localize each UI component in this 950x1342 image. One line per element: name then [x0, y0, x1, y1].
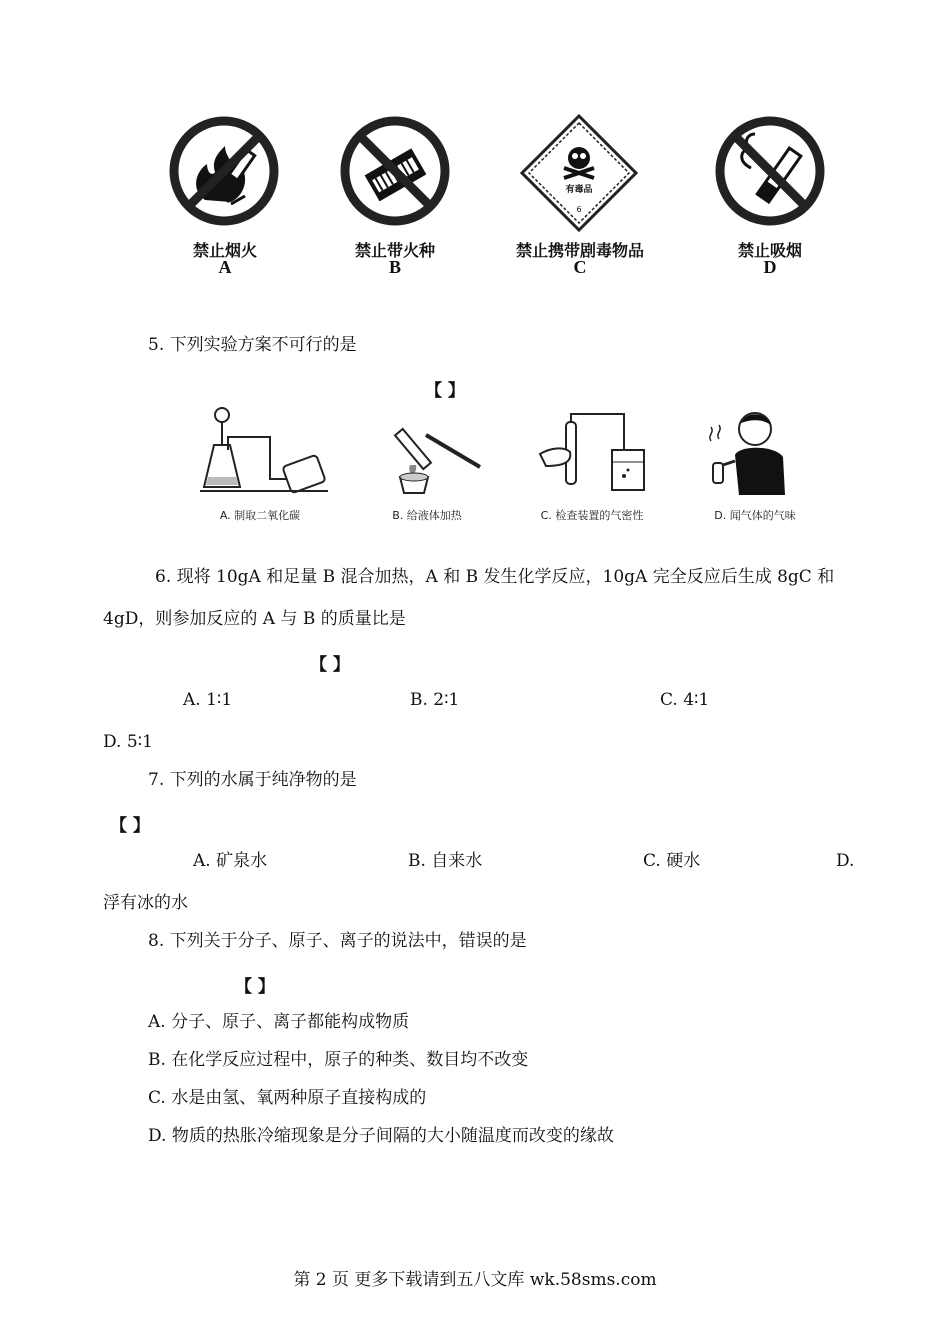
q8-option-c: C. 水是由氢、氧两种原子直接构成的: [148, 1088, 427, 1108]
q5-stem: 5. 下列实验方案不可行的是: [148, 335, 357, 355]
no-matches-icon: [336, 112, 454, 230]
apparatus-caption-c: C. 检查装置的气密性: [540, 509, 644, 522]
q8-stem: 8. 下列关于分子、原子、离子的说法中，错误的是: [148, 931, 527, 951]
q7-option-d-text: 浮有冰的水: [103, 893, 188, 913]
q6-stem-line1: 6. 现将 10gA 和足量 B 混合加热，A 和 B 发生化学反应，10gA 完全反应后生成 8gC 和: [155, 567, 835, 587]
q8-option-b: B. 在化学反应过程中，原子的种类、数目均不改变: [148, 1050, 529, 1070]
q8-option-a: A. 分子、原子、离子都能构成物质: [148, 1012, 410, 1032]
q6-option-c: C. 4∶1: [660, 690, 710, 710]
q8-answer-bracket: 【 】: [235, 977, 275, 997]
diamond-label: 有毒品: [565, 185, 593, 195]
sign-letter-b: B: [388, 257, 401, 277]
q8-option-d: D. 物质的热胀冷缩现象是分子间隔的大小随温度而改变的缘故: [148, 1126, 614, 1146]
q6-option-d: D. 5∶1: [103, 732, 153, 752]
q6-option-b: B. 2∶1: [410, 690, 460, 710]
q7-answer-bracket: 【 】: [110, 816, 150, 836]
q7-stem: 7. 下列的水属于纯净物的是: [148, 770, 357, 790]
apparatus-caption-b: B. 给液体加热: [392, 509, 462, 522]
no-fire-icon: [165, 112, 283, 230]
sign-letter-a: A: [218, 257, 232, 277]
apparatus-caption-a: A. 制取二氧化碳: [219, 509, 301, 522]
smell-gas-icon: [705, 405, 795, 500]
q6-option-a: A. 1∶1: [183, 690, 233, 710]
no-smoking-icon: [711, 112, 829, 230]
diamond-number: 6: [576, 205, 582, 214]
sign-letter-d: D: [763, 257, 777, 277]
co2-apparatus-icon: [200, 405, 330, 500]
apparatus-caption-d: D. 闻气体的气味: [714, 509, 796, 522]
heating-liquid-icon: [388, 405, 488, 500]
sign-caption-d: 禁止吸烟: [737, 241, 802, 260]
toxic-diamond-icon: [518, 112, 640, 234]
sign-letter-c: C: [573, 257, 587, 277]
q6-stem-line2: 4gD，则参加反应的 A 与 B 的质量比是: [103, 609, 406, 629]
page-footer: 第 2 页 更多下载请到五八文库 wk.58sms.com: [293, 1270, 657, 1290]
sign-caption-b: 禁止带火种: [354, 241, 435, 260]
q7-option-d: D.: [836, 851, 855, 871]
sign-caption-a: 禁止烟火: [192, 241, 257, 260]
airtightness-check-icon: [538, 410, 653, 500]
q7-option-a: A. 矿泉水: [193, 851, 268, 871]
q7-option-c: C. 硬水: [643, 851, 701, 871]
q7-option-b: B. 自来水: [408, 851, 483, 871]
q6-answer-bracket: 【 】: [310, 655, 350, 675]
sign-caption-c: 禁止携带剧毒物品: [515, 241, 644, 260]
q5-answer-bracket: 【 】: [425, 381, 465, 401]
